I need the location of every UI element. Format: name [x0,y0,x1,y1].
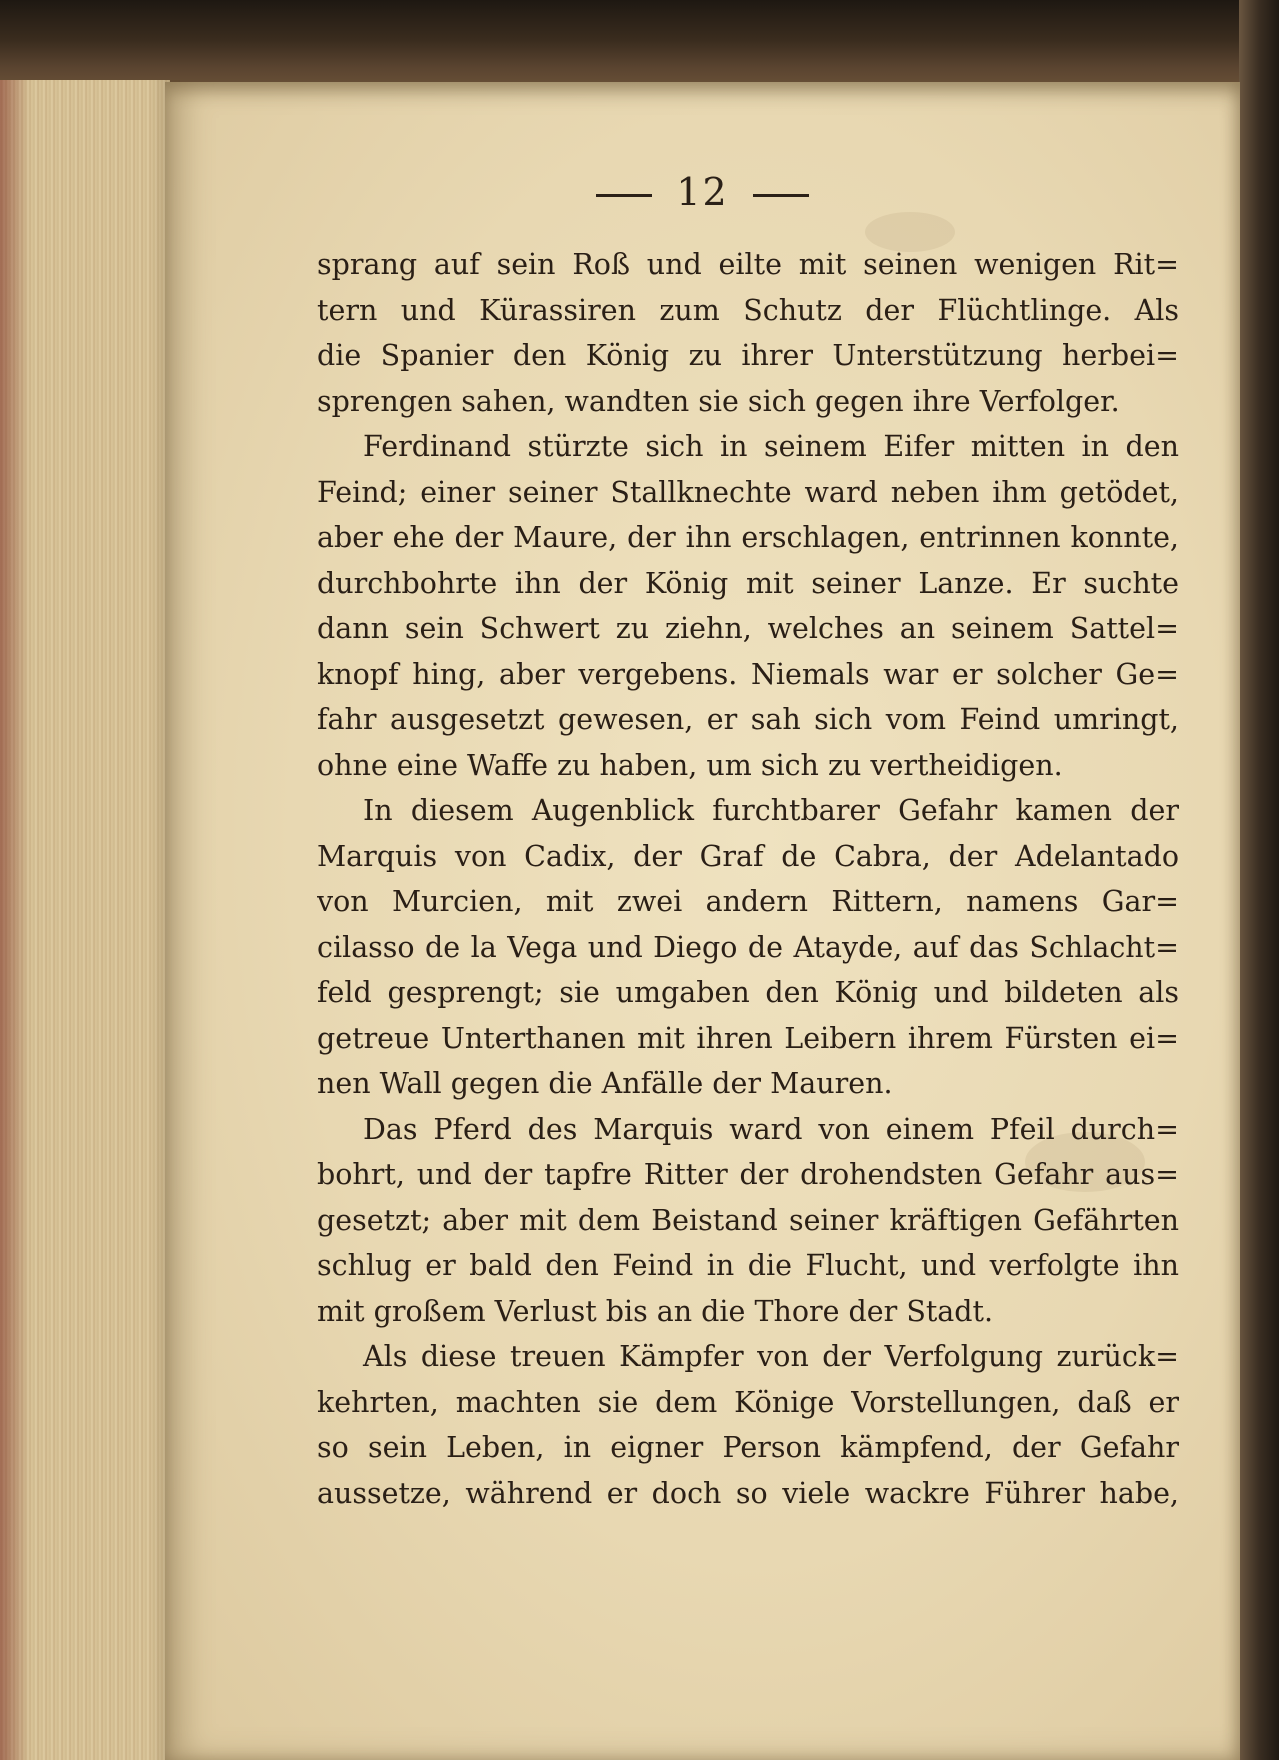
text-line: mit großem Verlust bis an die Thore der Stadt. [317,1294,994,1328]
text-line: Marquis von Cadix, der Graf de Cabra, der Adelantado [317,839,1179,873]
book-binding-top [0,0,1279,90]
text-line: aber ehe der Maure, der ihn erschlagen, entrinnen konnte, [317,521,1179,554]
text-line: sprengen sahen, wandten sie sich gegen ihre Verfolger. [317,384,1120,418]
text-line: Feind; einer seiner Stallknechte ward neben ihm getödet, [317,475,1179,509]
text-line: ohne eine Waffe zu haben, um sich zu vertheidigen. [317,748,1063,782]
text-line: fahr ausgesetzt gewesen, er sah sich vom Feind umringt, [317,703,1179,736]
page-number-value: 12 [676,170,729,214]
folio-dash-right [753,194,809,197]
text-line: kehrten, machten sie dem Könige Vorstellungen, daß er [317,1385,1179,1419]
text-line: feld gesprengt; sie umgaben den König und bildeten als [317,976,1179,1009]
book-binding-right [1239,0,1279,1760]
text-line: Das Pferd des Marquis ward von einem Pfeil durch= [363,1112,1179,1146]
body-text [317,242,1179,1516]
page-number [165,170,1240,214]
text-line: sprang auf sein Roß und eilte mit seinen wenigen Rit= [317,248,1179,281]
text-line: Als diese treuen Kämpfer von der Verfolgung zurück= [363,1340,1179,1373]
folio-dash-left [596,194,652,197]
text-line: In diesem Augenblick furchtbarer Gefahr kamen der [363,794,1179,827]
text-line: gesetzt; aber mit dem Beistand seiner kräftigen Gefährten [317,1203,1179,1237]
text-line: dann sein Schwert zu ziehn, welches an seinem Sattel= [317,612,1179,645]
text-line: bohrt, und der tapfre Ritter der drohendsten Gefahr aus= [317,1158,1179,1191]
text-line: cilasso de la Vega und Diego de Atayde, auf das Schlacht= [317,930,1179,964]
text-line: die Spanier den König zu ihrer Unterstützung herbei= [317,339,1179,372]
text-line: so sein Leben, in eigner Person kämpfend, der Gefahr [317,1431,1179,1464]
text-line: Ferdinand stürzte sich in seinem Eifer mitten in den [363,430,1179,463]
text-line: schlug er bald den Feind in die Flucht, und verfolgte ihn [317,1249,1179,1282]
text-line: von Murcien, mit zwei andern Rittern, namens Gar= [317,885,1179,918]
text-line: aussetze, während er doch so viele wackre Führer habe, [317,1476,1179,1510]
book-page [165,82,1240,1760]
text-line: tern und Kürassiren zum Schutz der Flüchtlinge. Als [317,293,1179,327]
page-stack-shadow [0,80,30,1760]
text-line: nen Wall gegen die Anfälle der Mauren. [317,1067,893,1100]
text-line: knopf hing, aber vergebens. Niemals war er solcher Ge= [317,657,1179,691]
text-line: durchbohrte ihn der König mit seiner Lanze. Er suchte [317,566,1179,600]
text-line: getreue Unterthanen mit ihren Leibern ihrem Fürsten ei= [317,1021,1179,1055]
